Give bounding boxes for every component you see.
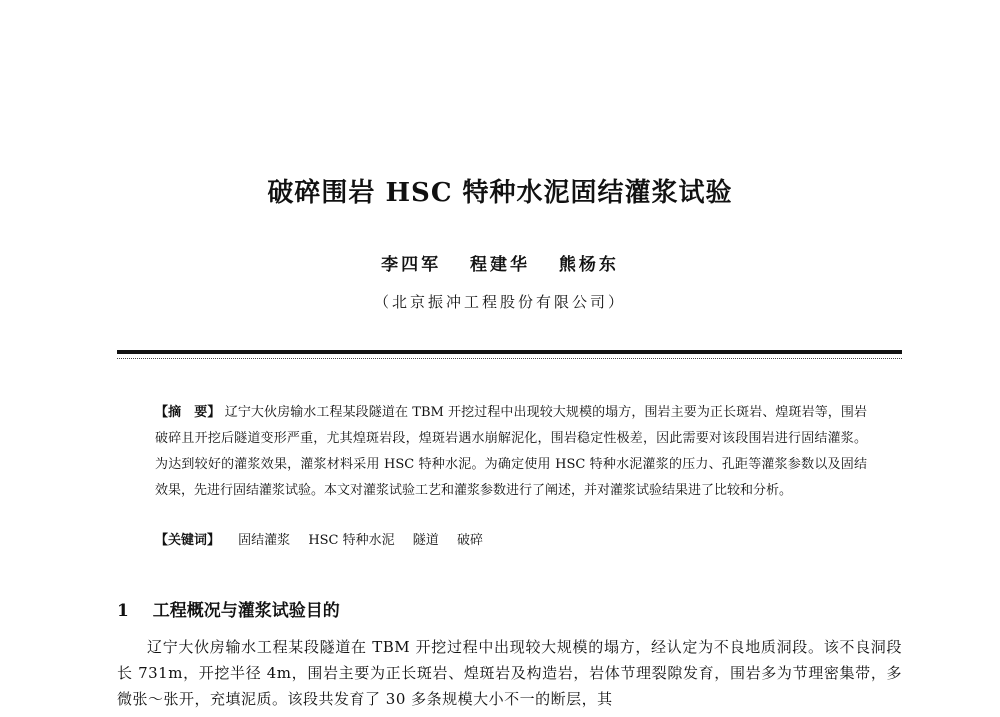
paper-title: 破碎围岩 HSC 特种水泥固结灌浆试验 [267, 178, 733, 208]
author-name: 程建华 [470, 255, 530, 275]
abstract-block [155, 400, 867, 504]
section-number: 1 [117, 601, 129, 621]
author-affiliation: （北京振冲工程股份有限公司） [373, 293, 626, 311]
keywords-label: 【关键词】 [155, 533, 221, 548]
author-name: 李四军 [381, 255, 442, 275]
header-rule-thick [117, 350, 902, 354]
keyword: 破碎 [456, 533, 483, 548]
keyword: 隧道 [412, 533, 439, 548]
keyword: 固结灌浆 [238, 533, 291, 548]
body-paragraph: 辽宁大伙房输水工程某段隧道在 TBM 开挖过程中出现较大规模的塌方，经认定为不良地质洞段。该不良洞段长 731m，开挖半径 4m，围岩主要为正长斑岩、煌斑岩及构造岩，岩体节理裂隙发育，围岩多为节理密集带，多微张～张开，充填泥质。该段共发育了 30 多条规模大小不一的断层，其 [117, 638, 902, 708]
header-rule-thin [117, 358, 902, 359]
abstract-label: 【摘 要】 [155, 405, 221, 420]
section-heading [117, 596, 340, 621]
section-body [117, 634, 902, 712]
author-list [0, 250, 1000, 275]
keywords-block [155, 530, 867, 552]
keyword: HSC 特种水泥 [308, 533, 395, 548]
section-title: 工程概况与灌浆试验目的 [152, 601, 340, 621]
author-name: 熊杨东 [558, 255, 619, 275]
abstract-text: 辽宁大伙房输水工程某段隧道在 TBM 开挖过程中出现较大规模的塌方，围岩主要为正长斑岩、煌斑岩等，围岩破碎且开挖后隧道变形严重，尤其煌斑岩段，煌斑岩遇水崩解泥化，围岩稳定性极差，因此需要对该段围岩进行固结灌浆。为达到较好的灌浆效果，灌浆材料采用 HSC 特种水泥。为确定使用 HSC 特种水泥灌浆的压力、孔距等灌浆参数以及固结效果，先进行固结灌浆试验。本文对灌浆试验工艺和灌浆参数进行了阐述，并对灌浆试验结果进了比较和分析。 [155, 405, 867, 498]
